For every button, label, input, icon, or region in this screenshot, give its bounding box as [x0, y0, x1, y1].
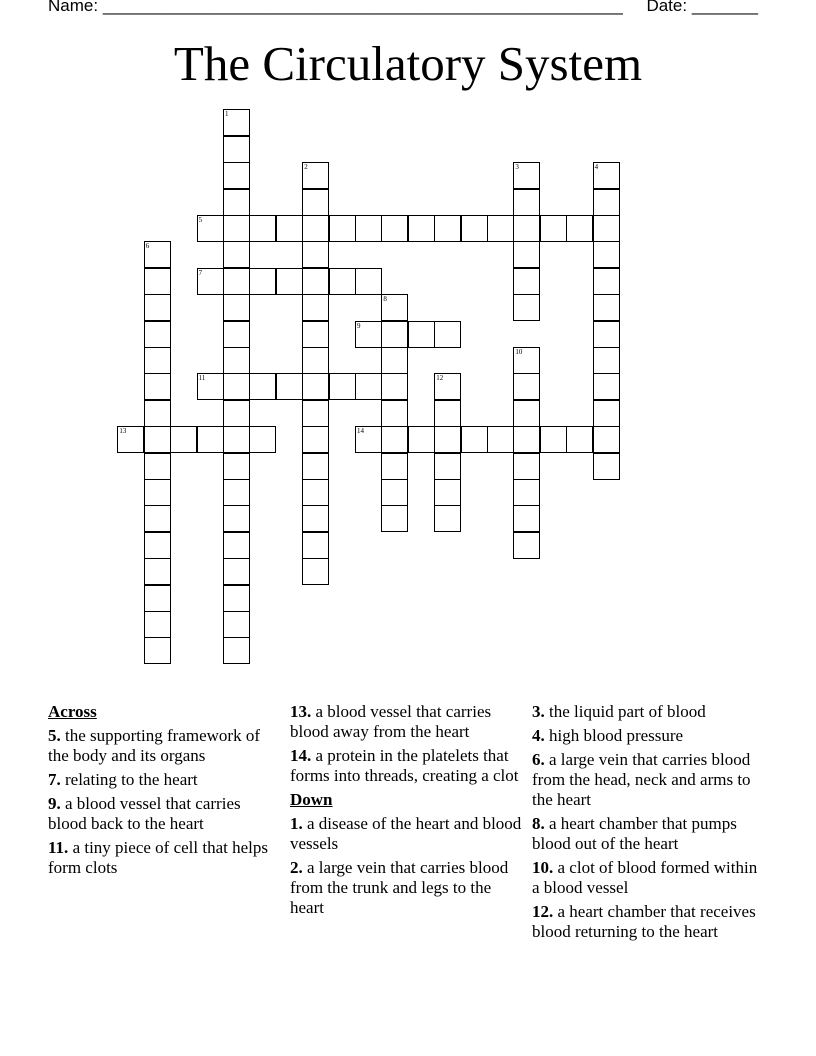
grid-cell[interactable] [513, 347, 540, 374]
grid-cell[interactable] [302, 162, 329, 189]
grid-cell[interactable] [381, 453, 408, 480]
grid-cell[interactable] [513, 532, 540, 559]
clue-number: 12 [436, 374, 444, 383]
grid-cell[interactable] [223, 558, 250, 585]
grid-cell[interactable] [144, 637, 171, 664]
grid-cell[interactable] [593, 294, 620, 321]
clue-number: 4 [594, 163, 599, 172]
grid-cell[interactable] [223, 215, 250, 242]
grid-cell[interactable] [144, 505, 171, 532]
grid-cell[interactable] [302, 400, 329, 427]
grid-cell[interactable] [593, 268, 620, 295]
grid-cell[interactable] [223, 241, 250, 268]
grid-cell[interactable] [249, 426, 276, 453]
clue-number: 8 [383, 295, 387, 304]
grid-cell[interactable] [302, 268, 329, 295]
grid-cell[interactable] [381, 215, 408, 242]
grid-cell[interactable] [223, 400, 250, 427]
grid-cell[interactable] [355, 426, 382, 453]
grid-cell[interactable] [197, 373, 224, 400]
grid-cell[interactable] [566, 215, 593, 242]
grid-cell[interactable] [434, 505, 461, 532]
grid-cell[interactable] [381, 505, 408, 532]
date-field[interactable]: _______ [691, 0, 759, 15]
grid-cell[interactable] [408, 321, 435, 348]
grid-cell[interactable] [513, 215, 540, 242]
grid-cell[interactable] [117, 426, 144, 453]
clue-number: 10 [515, 348, 523, 356]
grid-cell[interactable] [434, 453, 461, 480]
clue-number: 9 [357, 321, 361, 330]
grid-cell[interactable] [223, 189, 250, 216]
clue-down-12: 12. a heart chamber that receives blood returning to the heart [532, 902, 756, 941]
grid-cell[interactable] [593, 321, 620, 348]
clue-number: 11 [198, 374, 206, 383]
grid-cell[interactable] [144, 585, 171, 612]
grid-cell[interactable] [540, 426, 567, 453]
grid-cell[interactable] [223, 162, 250, 189]
grid-cell[interactable] [593, 400, 620, 427]
grid-cell[interactable] [302, 294, 329, 321]
grid-cell[interactable] [302, 189, 329, 216]
grid-cell[interactable] [593, 453, 620, 480]
grid-cell[interactable] [461, 426, 488, 453]
clue-number: 3 [515, 163, 519, 172]
grid-cell[interactable] [223, 637, 250, 664]
grid-cell[interactable] [302, 558, 329, 585]
grid-cell[interactable] [487, 215, 514, 242]
grid-cell[interactable] [223, 611, 250, 638]
grid-cell[interactable] [355, 215, 382, 242]
grid-cell[interactable] [381, 373, 408, 400]
date-label: Date: [646, 0, 688, 15]
grid-cell[interactable] [302, 321, 329, 348]
grid-cell[interactable] [276, 373, 303, 400]
grid-cell[interactable] [381, 479, 408, 506]
grid-cell[interactable] [434, 479, 461, 506]
grid-cell[interactable] [593, 189, 620, 216]
clue-number: 1 [225, 110, 229, 119]
grid-cell[interactable] [302, 505, 329, 532]
down-heading: Down [290, 790, 333, 809]
grid-cell[interactable] [513, 453, 540, 480]
grid-cell[interactable] [408, 426, 435, 453]
clue-down-3: 3. the liquid part of blood [532, 702, 706, 721]
name-field[interactable]: _______________________________________________________ [102, 0, 623, 15]
grid-cell[interactable] [223, 347, 250, 374]
grid-cell[interactable] [513, 426, 540, 453]
grid-cell[interactable] [276, 268, 303, 295]
grid-cell[interactable] [144, 558, 171, 585]
clue-number: 5 [198, 216, 203, 224]
grid-cell[interactable] [329, 268, 356, 295]
clue-across-5: 5. the supporting framework of the body and its organs [48, 726, 260, 765]
grid-cell[interactable] [197, 426, 224, 453]
grid-cell[interactable] [249, 215, 276, 242]
clue-number: 13 [119, 427, 127, 436]
clue-across-13: 13. a blood vessel that carries blood away from the heart [290, 702, 492, 741]
grid-cell[interactable] [223, 532, 250, 559]
grid-cell[interactable] [434, 321, 461, 348]
grid-cell[interactable] [593, 347, 620, 374]
grid-cell[interactable] [144, 400, 171, 427]
grid-cell[interactable] [144, 453, 171, 480]
grid-cell[interactable] [302, 241, 329, 268]
clue-down-6: 6. a large vein that carries blood from the head, neck and arms to the heart [532, 750, 751, 809]
grid-cell[interactable] [302, 347, 329, 374]
grid-cell[interactable] [593, 426, 620, 453]
grid-cell[interactable] [144, 241, 171, 268]
clue-number: 2 [304, 163, 308, 172]
grid-cell[interactable] [381, 426, 408, 453]
clue-across-9: 9. a blood vessel that carries blood back to the heart [48, 794, 241, 833]
grid-cell[interactable] [170, 426, 197, 453]
grid-cell[interactable] [408, 215, 435, 242]
name-label: Name: [48, 0, 99, 15]
grid-cell[interactable] [593, 215, 620, 242]
grid-cell[interactable] [434, 400, 461, 427]
grid-cell[interactable] [355, 321, 382, 348]
clues-column-1 [48, 702, 280, 882]
grid-cell[interactable] [249, 268, 276, 295]
grid-cell[interactable] [381, 294, 408, 321]
grid-cell[interactable] [513, 294, 540, 321]
grid-cell[interactable] [144, 532, 171, 559]
grid-cell[interactable] [144, 268, 171, 295]
grid-cell[interactable] [223, 585, 250, 612]
grid-cell[interactable] [197, 215, 224, 242]
across-heading: Across [48, 702, 97, 721]
grid-cell[interactable] [144, 321, 171, 348]
grid-cell[interactable] [513, 505, 540, 532]
grid-cell[interactable] [329, 215, 356, 242]
grid-cell[interactable] [566, 426, 593, 453]
grid-cell[interactable] [513, 373, 540, 400]
grid-cell[interactable] [513, 162, 540, 189]
grid-cell[interactable] [223, 479, 250, 506]
grid-cell[interactable] [223, 426, 250, 453]
grid-cell[interactable] [302, 532, 329, 559]
grid-cell[interactable] [144, 611, 171, 638]
grid-cell[interactable] [513, 189, 540, 216]
grid-cell[interactable] [302, 426, 329, 453]
grid-cell[interactable] [381, 321, 408, 348]
page-title: The Circulatory System [173, 36, 643, 91]
grid-cell[interactable] [144, 373, 171, 400]
clue-across-11: 11. a tiny piece of cell that helps form clots [48, 838, 268, 877]
grid-cell[interactable] [355, 268, 382, 295]
grid-cell[interactable] [197, 268, 224, 295]
grid-cell[interactable] [513, 241, 540, 268]
grid-cell[interactable] [434, 373, 461, 400]
grid-cell[interactable] [593, 241, 620, 268]
grid-cell[interactable] [540, 215, 567, 242]
grid-cell[interactable] [144, 426, 171, 453]
grid-cell[interactable] [434, 426, 461, 453]
grid-cell[interactable] [223, 373, 250, 400]
grid-cell[interactable] [302, 215, 329, 242]
grid-cell[interactable] [144, 479, 171, 506]
clue-down-1: 1. a disease of the heart and blood vessels [290, 814, 522, 853]
grid-cell[interactable] [461, 215, 488, 242]
clues-column-2 [290, 702, 522, 922]
clues-column-3 [532, 702, 764, 946]
grid-cell[interactable] [276, 215, 303, 242]
grid-cell[interactable] [144, 347, 171, 374]
grid-cell[interactable] [513, 400, 540, 427]
grid-cell[interactable] [355, 373, 382, 400]
grid-cell[interactable] [593, 162, 620, 189]
clue-number: 7 [198, 268, 203, 277]
grid-cell[interactable] [593, 373, 620, 400]
grid-cell[interactable] [223, 268, 250, 295]
clue-across-7: 7. relating to the heart [48, 770, 198, 789]
clue-down-2: 2. a large vein that carries blood from the trunk and legs to the heart [290, 858, 509, 917]
grid-cell[interactable] [223, 136, 250, 163]
grid-cell[interactable] [302, 373, 329, 400]
grid-cell[interactable] [487, 426, 514, 453]
grid-cell[interactable] [223, 294, 250, 321]
grid-cell[interactable] [249, 373, 276, 400]
clue-down-4: 4. high blood pressure [532, 726, 684, 745]
grid-cell[interactable] [144, 294, 171, 321]
grid-cell[interactable] [302, 453, 329, 480]
grid-cell[interactable] [302, 479, 329, 506]
grid-cell[interactable] [513, 479, 540, 506]
clue-number: 6 [145, 242, 150, 251]
grid-cell[interactable] [381, 347, 408, 374]
clue-down-10: 10. a clot of blood formed within a blood vessel [532, 858, 758, 897]
grid-cell[interactable] [381, 400, 408, 427]
clue-across-14: 14. a protein in the platelets that forms into threads, creating a clot [290, 746, 519, 785]
grid-cell[interactable] [329, 373, 356, 400]
grid-cell[interactable] [223, 505, 250, 532]
grid-cell[interactable] [223, 109, 250, 136]
grid-cell[interactable] [223, 453, 250, 480]
grid-cell[interactable] [513, 268, 540, 295]
clue-down-8: 8. a heart chamber that pumps blood out of the heart [532, 814, 737, 853]
grid-cell[interactable] [434, 215, 461, 242]
grid-cell[interactable] [223, 321, 250, 348]
clue-number: 14 [357, 427, 364, 436]
